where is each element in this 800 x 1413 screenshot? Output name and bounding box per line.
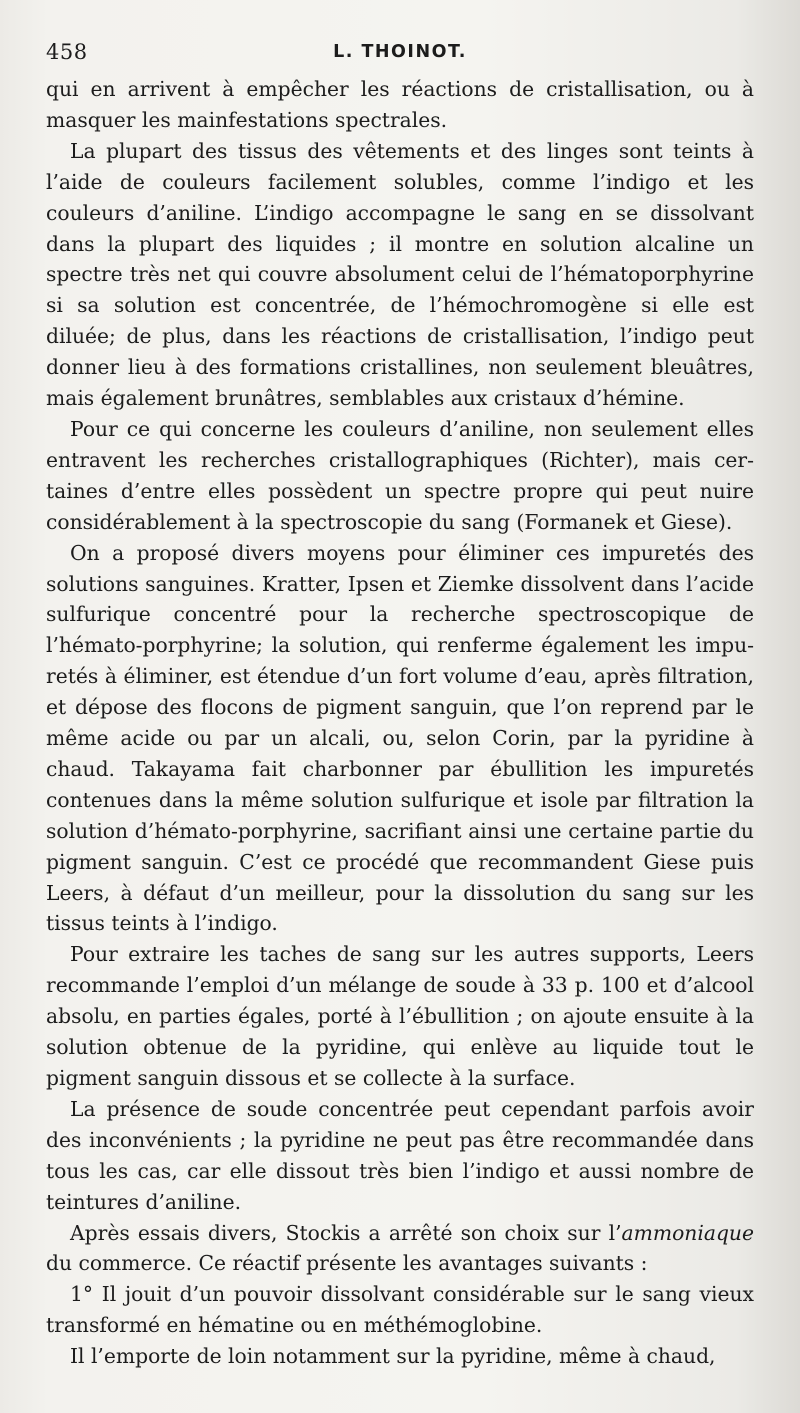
paragraph-leers: Pour extraire les taches de sang sur les autres supports, Leers recommande l’emploi d’un mélange de soude à 33 p. 100 et d’alcool absolu, en parties égales, porté à l’ébullition ; on ajoute ensuite à la solution obtenue de la pyridine, qui enlève au liquide tout le pigment sanguin dissous et se collecte à la surface.	[46, 942, 754, 1090]
paragraph-stockis	[46, 1218, 754, 1280]
running-head: L. THOINOT.	[333, 42, 467, 62]
stockis-text-before: Après essais divers, Stockis a arrêté son choix sur l’	[70, 1220, 622, 1245]
stockis-text-after: du commerce. Ce réactif présente les avantages suivants :	[46, 1251, 648, 1276]
paragraph-soude: La présence de soude concentrée peut cependant parfois avoir des inconvénients ; la pyridine ne peut pas être recommandée dans tous les cas, car elle dissout très bien l’indigo et aussi nombre de teintures d’aniline.	[46, 1096, 754, 1214]
body-text	[46, 74, 754, 1372]
list-item-first: 1° Il jouit d’un pouvoir dissolvant considérable sur le sang vieux transformé en hématine ou en méthémoglobine.	[46, 1282, 754, 1338]
paragraph-aniline: Pour ce qui concerne les couleurs d’aniline, non seulement elles entravent les recherches cristallographiques (Richter), mais certaines d’entre elles possèdent un spectre propre qui peut nuire considérablement à la spectroscopie du sang (Formanek et Giese).	[46, 416, 754, 534]
paragraph-indigo: La plupart des tissus des vêtements et des linges sont teints à l’aide de couleurs facilement solubles, comme l’indigo et les couleurs d’aniline. L’indigo accompagne le sang en se dissolvant dans la plupart des liquides ; il montre en solution alcaline un spectre très net qui couvre absolument celui de l’hématoporphyrine si sa solution est concentrée, de l’hémochromogène si elle est diluée; de plus, dans les réactions de cristallisation, l’indigo peut donner lieu à des formations cristallines, non seulement bleuâtres, mais également brunâtres, semblables aux cristaux d’hémine.	[46, 138, 754, 411]
stockis-emphasis: ammoniaque	[621, 1220, 754, 1245]
paragraph-impurities: On a proposé divers moyens pour éliminer ces impuretés des solutions sanguines. Kratter, Ipsen et Ziemke dissolvent dans l’acide sulfurique concentré pour la recherche spectroscopique de l’hémato-porphyrine; la solution, qui renferme également les impuretés à éliminer, est étendue d’un fort volume d’eau, après filtration, et dépose des flocons de pigment sanguin, que l’on reprend par le même acide ou par un alcali, ou, selon Corin, par la pyridine à chaud. Takayama fait charbonner par ébullition les impuretés contenues dans la même solution sulfurique et isole par filtration la solution d’hémato-porphyrine, sacrifiant ainsi une certaine partie du pigment sanguin. C’est ce procédé que recommandent Giese puis Leers, à défaut d’un meilleur, pour la dissolution du sang sur les tissus teints à l’indigo.	[46, 540, 754, 936]
page-header	[46, 30, 754, 70]
paragraph-pyridine-comparison: Il l’emporte de loin notamment sur la pyridine, même à chaud,	[70, 1344, 716, 1369]
paragraph-continuation: qui en arrivent à empêcher les réactions de cristallisation, ou à masquer les mainfestations spectrales.	[46, 77, 754, 132]
page-number: 458	[46, 40, 88, 64]
